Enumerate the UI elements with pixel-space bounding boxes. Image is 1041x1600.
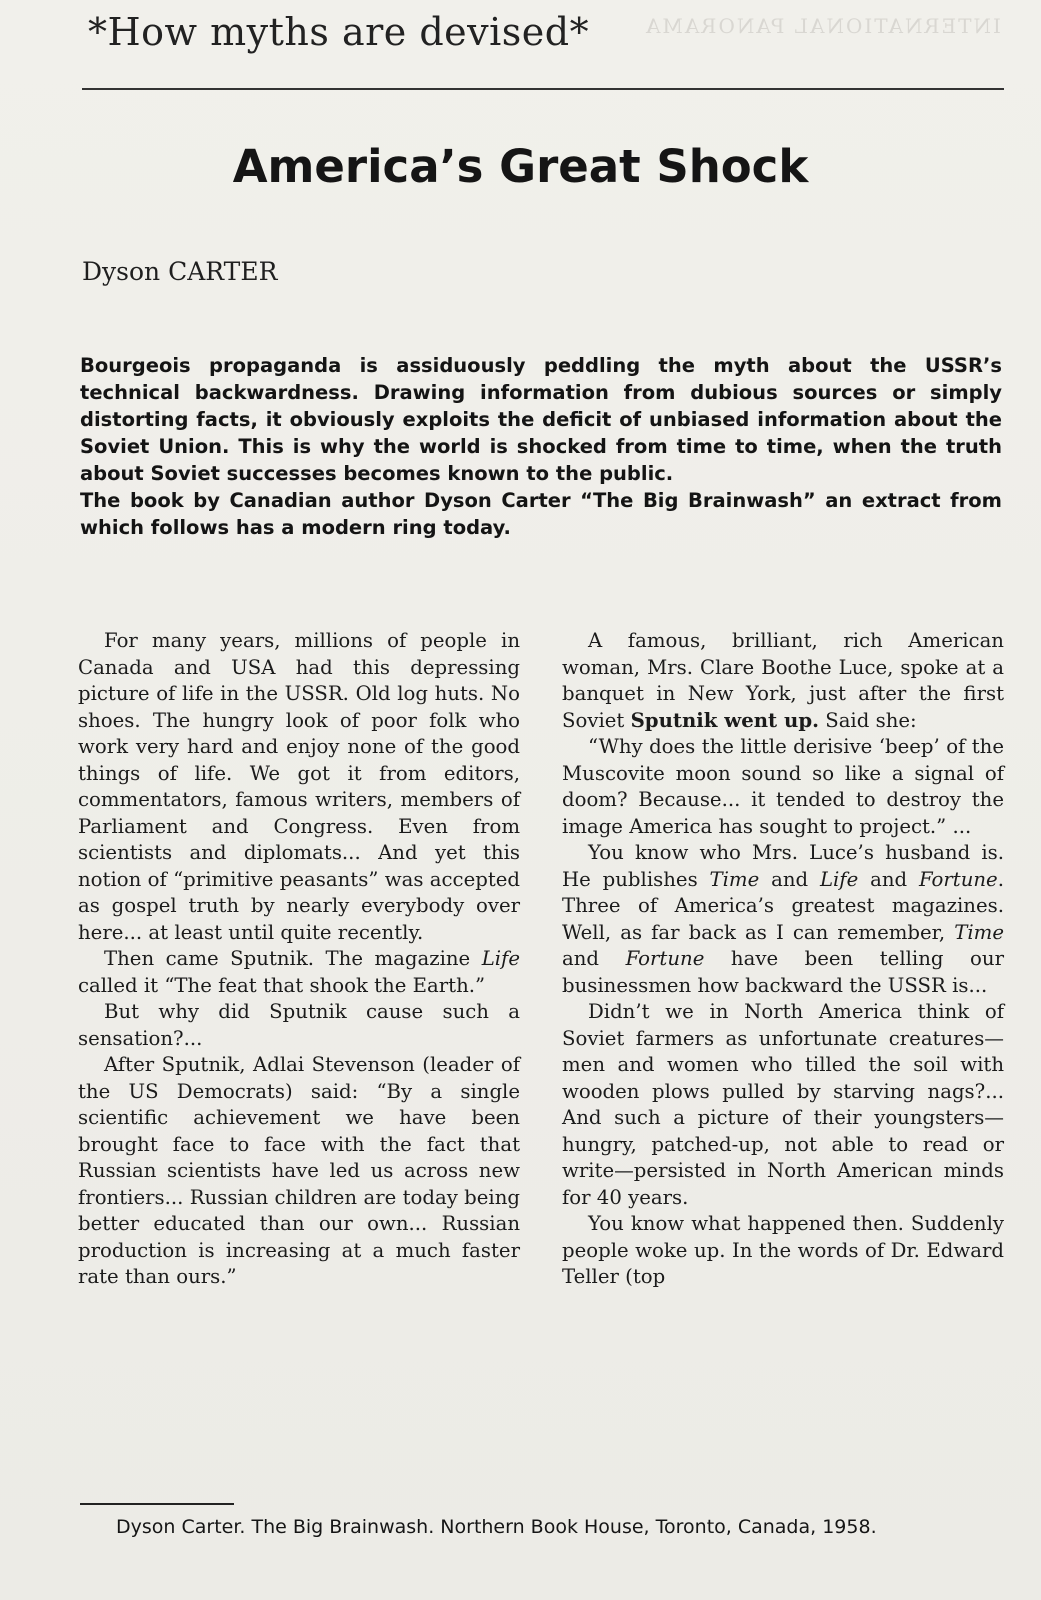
body-paragraph: You know who Mrs. Luce’s husband is. He publishes Time and Life and Fortune. Three of America’s greatest magazines. Well, as far back as I can remember, Time and Fortune have been telling our businessmen how backward the USSR is...	[562, 841, 1004, 997]
magazine-name-time: Time	[954, 920, 1004, 944]
body-paragraph: You know what happened then. Suddenly people woke up. In the words of Dr. Edward Teller (top	[562, 1212, 1004, 1288]
right-column	[562, 628, 1004, 1488]
footnote-text: Dyson Carter. The Big Brainwash. Northern Book House, Toronto, Canada, 1958.	[116, 1516, 877, 1538]
bold-phrase: Sputnik went up.	[630, 708, 819, 732]
lede-paragraph: The book by Canadian author Dyson Carter “The Big Brainwash” an extract from which follows has a modern ring today.	[80, 489, 1002, 539]
lede-paragraph: Bourgeois propaganda is assiduously peddling the myth about the USSR’s technical backwardness. Drawing information from dubious sources or simply distorting facts, it obviously exploits the deficit of unbiased information about the Soviet Union. This is why the world is shocked from time to time, when the truth about Soviet successes becomes known to the public.	[80, 354, 1002, 485]
magazine-name-fortune: Fortune	[625, 947, 705, 970]
body-paragraph: But why did Sputnik cause such a sensation?...	[78, 1000, 520, 1050]
header-divider	[82, 88, 1004, 90]
footnote	[78, 1513, 1002, 1542]
section-title: *How myths are devised*	[88, 10, 590, 54]
body-paragraph: “Why does the little derisive ‘beep’ of the Muscovite moon sound so like a signal of doom? Because... it tended to destroy the image America has sought to project.” ...	[562, 735, 1004, 838]
body-paragraph: Didn’t we in North America think of Soviet farmers as unfortunate creatures—men and women who tilled the soil with wooden plows pulled by starving nags?... And such a picture of their youngsters—hungry, patched-up, not able to read or write—persisted in North American minds for 40 years.	[562, 1000, 1004, 1209]
footnote-divider	[80, 1503, 234, 1505]
body-paragraph: Then came Sputnik. The magazine Life called it “The feat that shook the Earth.”	[78, 947, 520, 997]
article-author: Dyson CARTER	[82, 257, 278, 286]
magazine-name-fortune: Fortune	[918, 867, 998, 891]
magazine-name-life: Life	[481, 947, 520, 970]
body-paragraph: A famous, brilliant, rich American woman, Mrs. Clare Boothe Luce, spoke at a banquet in New York, just after the first Soviet Sputnik went up. Said she:	[562, 629, 1004, 732]
body-paragraph: For many years, millions of people in Canada and USA had this depressing picture of life in the USSR. Old log huts. No shoes. The hungry look of poor folk who work very hard and enjoy none of the good things of life. We got it from editors, commentators, famous writers, members of Parliament and Congress. Even from scientists and diplomats... And yet this notion of “primitive peasants” was accepted as gospel truth by nearly everybody over here... at least until quite recently.	[78, 629, 520, 944]
magazine-name-time: Time	[709, 867, 760, 891]
body-paragraph: After Sputnik, Adlai Stevenson (leader of the US Democrats) said: “By a single scientific achievement we have been brought face to face with the fact that Russian scientists have led us across new frontiers... Russian children are today being better educated than our own... Russian production is increasing at a much faster rate than ours.”	[78, 1053, 520, 1288]
left-column	[78, 628, 520, 1488]
body-columns	[78, 628, 1004, 1488]
article-lede	[80, 352, 1002, 541]
bleed-through-text: INTERNATIONAL PANORAMA	[644, 14, 1001, 38]
magazine-name-life: Life	[819, 867, 859, 891]
article-title: America’s Great Shock	[232, 140, 809, 193]
